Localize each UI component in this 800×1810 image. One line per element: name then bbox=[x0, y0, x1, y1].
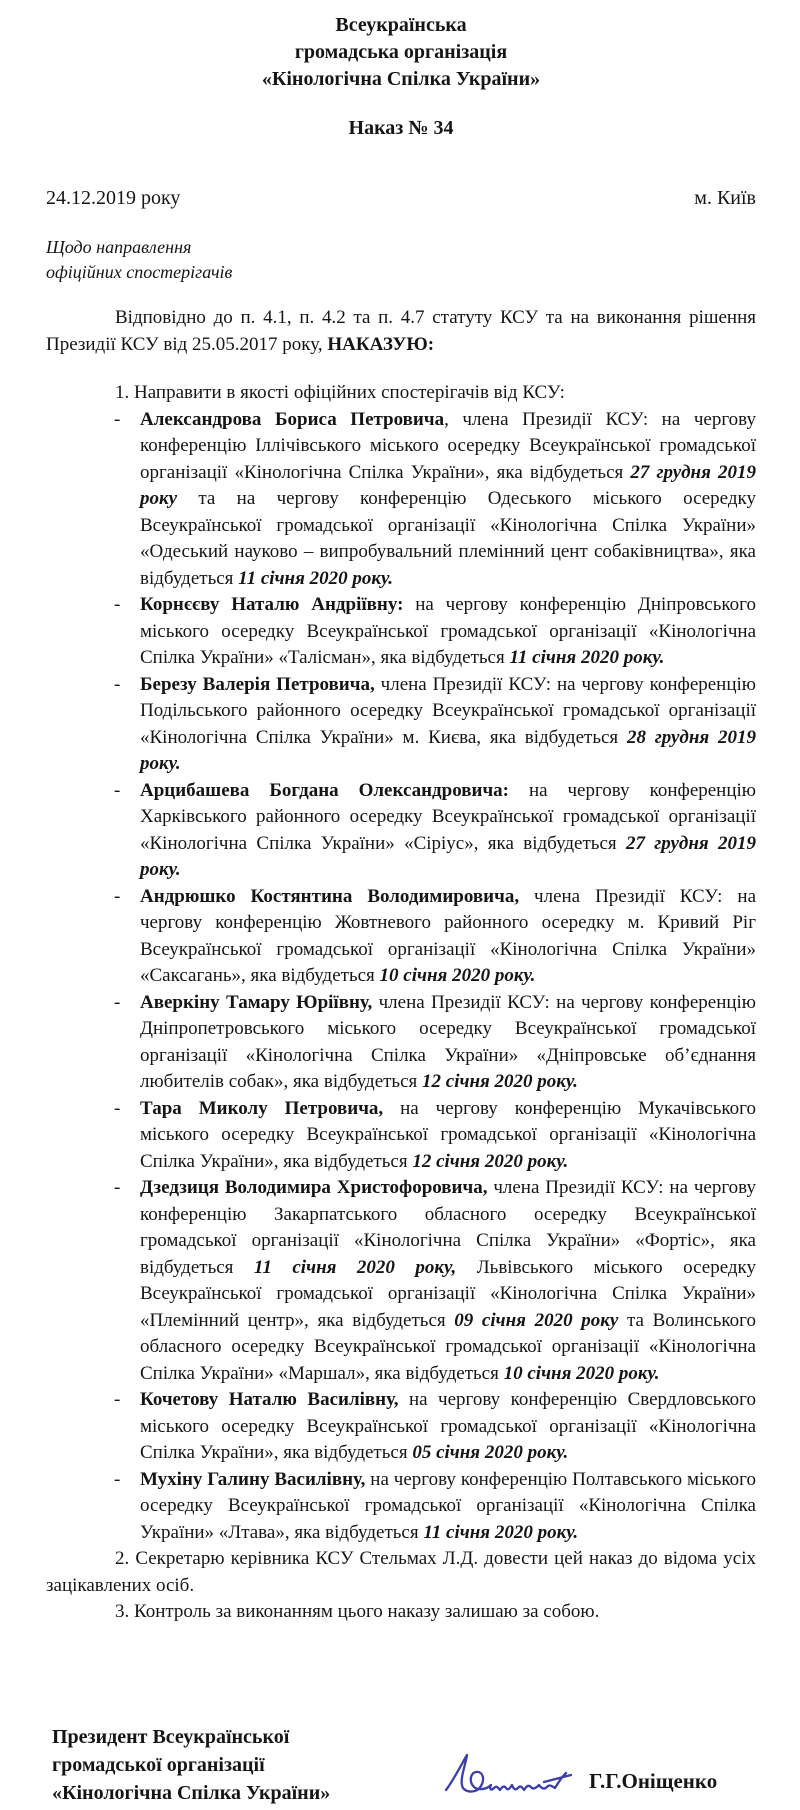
order-date: 24.12.2019 року bbox=[46, 187, 181, 209]
order-title: Наказ № 34 bbox=[348, 117, 454, 139]
text-segment: Аверкіну Тамару Юріївну, bbox=[140, 991, 373, 1013]
org-name-line-1: Всеукраїнська bbox=[335, 14, 467, 36]
president-title-line-3: «Кінологічна Спілка України» bbox=[52, 1782, 331, 1804]
text-segment: члена Президії КСУ: на чергову конференцію Закарпатського обласного осередку Всеукраїнської громадської організації «Кінологічна Спілка України» «Фортіс», яка відбудеться bbox=[140, 1177, 757, 1278]
text-segment: 11 січня 2020 року. bbox=[509, 647, 665, 668]
text-segment: Мухіну Галину Василівну, bbox=[140, 1468, 366, 1490]
document-content bbox=[46, 0, 756, 1626]
subject-note bbox=[46, 235, 756, 285]
order-item-1: 1. Направити в якості офіційних спостерігачів від КСУ: bbox=[115, 382, 565, 403]
text-segment: на чергову конференцію Свердловського міського осередку Всеукраїнської громадської організації «Кінологічна Спілка України», яка відбудеться bbox=[140, 1389, 756, 1463]
text-segment: 09 січня 2020 року bbox=[454, 1309, 619, 1331]
text-segment: Арцибашева Богдана Олександровича: bbox=[140, 779, 510, 801]
org-name-line-2: громадська організація bbox=[294, 41, 508, 63]
observer-item bbox=[140, 407, 756, 593]
text-segment: 05 січня 2020 року. bbox=[412, 1442, 569, 1463]
text-segment: та на чергову конференцію Одеського міського осередку Всеукраїнської громадської організації «Кінологічна Спілка України» «Одеський науково – випробувальний племінний цент собаківництва», яка відбудеться bbox=[140, 488, 756, 589]
text-segment: 28 грудня 2019 року. bbox=[140, 726, 757, 774]
text-segment: 10 січня 2020 року. bbox=[379, 965, 536, 986]
text-segment: Відповідно до п. 4.1, п. 4.2 та п. 4.7 статуту КСУ та на виконання рішення Президії КСУ від 25.05.2017 року, bbox=[46, 307, 756, 355]
text-segment: та Волинського обласного осередку Всеукраїнської громадської організації «Кінологічна Спілка України» «Маршал», яка відбудеться bbox=[140, 1309, 756, 1384]
text-segment: 11 січня 2020 року. bbox=[423, 1521, 579, 1543]
subject-line-1: Щодо направлення bbox=[46, 237, 192, 257]
org-name-line-3: «Кінологічна Спілка України» bbox=[261, 68, 541, 90]
text-segment: Александрова Бориса Петровича bbox=[140, 408, 445, 430]
text-segment: Кочетову Наталю Василівну, bbox=[140, 1389, 399, 1410]
text-segment: на чергову конференцію Мукачівського міського осередку Всеукраїнської громадської організації «Кінологічна Спілка України», яка відбудеться bbox=[140, 1097, 756, 1172]
text-segment: Дзедзиця Володимира Христофоровича, bbox=[140, 1177, 488, 1198]
text-segment: 27 грудня 2019 року. bbox=[140, 832, 756, 880]
text-segment: Львівського міського осередку Всеукраїнської громадської організації «Кінологічна Спілка України» «Племінний центр», яка відбудеться bbox=[140, 1256, 757, 1331]
order-city: м. Київ bbox=[694, 187, 756, 209]
text-segment: члена Президії КСУ: на чергову конференцію Подільського районного осередку Всеукраїнської громадської організації «Кінологічна Спілка України» м. Києва, яка відбудеться bbox=[140, 673, 756, 748]
signatory-name: Г.Г.Оніщенко bbox=[589, 1769, 718, 1793]
text-segment: на чергову конференцію Дніпровського міського осередку Всеукраїнської громадської організації «Кінологічна Спілка України» «Талісман», яка відбудеться bbox=[140, 594, 756, 668]
text-segment: Тара Миколу Петровича, bbox=[140, 1097, 384, 1119]
observer-item bbox=[140, 778, 756, 884]
text-segment: , члена Президії КСУ: на чергову конференцію Іллічівського міського осередку Всеукраїнської громадської організації «Кінологічна Спілка України», яка відбудеться bbox=[140, 408, 757, 483]
observer-item bbox=[140, 592, 756, 672]
observer-item bbox=[140, 1096, 756, 1176]
text-segment: 12 січня 2020 року. bbox=[422, 1071, 578, 1092]
text-segment: Березу Валерія Петровича, bbox=[140, 673, 375, 695]
observer-item bbox=[140, 1387, 756, 1467]
order-item-3: 3. Контроль за виконанням цього наказу залишаю за собою. bbox=[115, 1601, 600, 1622]
president-title-line-1: Президент Всеукраїнської bbox=[52, 1726, 290, 1748]
text-segment: Андрюшко Костянтина Володимировича, bbox=[140, 885, 520, 907]
observer-item bbox=[140, 884, 756, 990]
text-segment: 10 січня 2020 року. bbox=[503, 1362, 660, 1384]
observer-item bbox=[140, 990, 756, 1096]
text-segment: 11 січня 2020 року, bbox=[253, 1256, 457, 1278]
text-segment: НАКАЗУЮ: bbox=[327, 333, 435, 355]
subject-line-2: офіційних спостерігачів bbox=[46, 262, 233, 282]
observer-item bbox=[140, 1467, 756, 1547]
intro-paragraph bbox=[46, 305, 756, 358]
observer-list bbox=[46, 407, 756, 1547]
organization-header bbox=[46, 12, 756, 93]
president-title-block bbox=[52, 1723, 330, 1807]
text-segment: 12 січня 2020 року. bbox=[412, 1150, 569, 1172]
observer-item bbox=[140, 1175, 756, 1387]
observer-item bbox=[140, 672, 756, 778]
text-segment: члена Президії КСУ: на чергову конференцію Жовтневого районного осередку м. Кривий Ріг Всеукраїнської громадської організації «Кінологічна Спілка України» «Саксагань», яка відбудеться bbox=[140, 885, 756, 986]
text-segment: Корнєєву Наталю Андріївну: bbox=[140, 594, 404, 615]
text-segment: на чергову конференцію Полтавського міського осередку Всеукраїнської громадської організації «Кінологічна Спілка України» «Лтава», яка відбудеться bbox=[140, 1468, 756, 1543]
text-segment: на чергову конференцію Харківського районного осередку Всеукраїнської громадської організації «Кінологічна Спілка України» «Сіріус», яка відбудеться bbox=[140, 779, 756, 854]
text-segment: 11 січня 2020 року. bbox=[238, 567, 393, 589]
date-city-row bbox=[46, 185, 756, 211]
text-segment: 27 грудня 2019 року bbox=[140, 461, 756, 509]
signature-icon bbox=[444, 1750, 574, 1798]
order-item-2: 2. Секретарю керівника КСУ Стельмах Л.Д. довести цей наказ до відома усіх зацікавлених осіб. bbox=[46, 1548, 756, 1596]
text-segment: члена Президії КСУ: на чергову конференцію Дніпропетровського міського осередку Всеукраїнської громадської організації «Кінологічна Спілка України» «Дніпровське об’єднання любителів собак», яка відбудеться bbox=[140, 991, 756, 1092]
president-title-line-2: громадської організації bbox=[52, 1754, 265, 1776]
